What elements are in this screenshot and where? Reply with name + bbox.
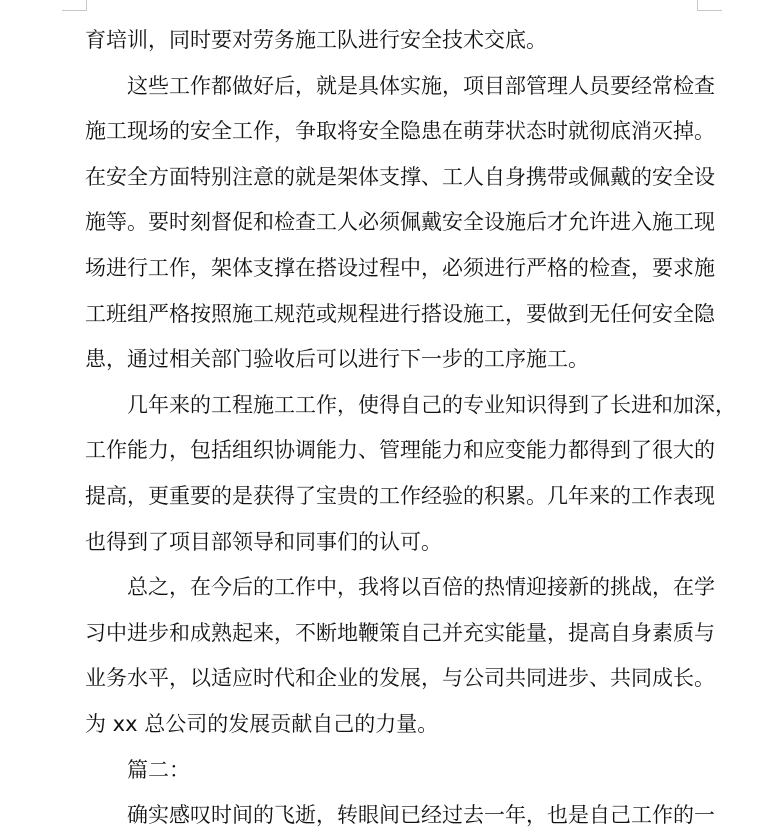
top-left-margin-mark xyxy=(62,0,87,11)
text-line-1: 育培训，同时要对劳务施工队进行安全技术交底。 xyxy=(85,28,547,52)
document-body[interactable] xyxy=(85,18,736,831)
text-line-18: 确实感叹时间的飞逝，转眼间已经过去一年，也是自己工作的一 xyxy=(127,803,715,828)
text-line-10: 工作能力，包括组织协调能力、管理能力和应变能力都得到了很大的 xyxy=(85,438,715,463)
text-line-4: 在安全方面特别注意的就是架体支撑、工人自身携带或佩戴的安全设 xyxy=(85,164,715,189)
text-line-16: 为 xx 总公司的发展贡献自己的力量。 xyxy=(85,711,439,736)
text-line-8: 患，通过相关部门验收后可以进行下一步的工序施工。 xyxy=(85,347,589,372)
text-line-3: 施工现场的安全工作，争取将安全隐患在萌芽状态时就彻底消灭掉。 xyxy=(85,119,715,144)
top-right-margin-mark xyxy=(697,0,722,11)
text-line-6: 场进行工作，架体支撑在搭设过程中，必须进行严格的检查，要求施 xyxy=(85,255,715,280)
text-line-13: 总之，在今后的工作中，我将以百倍的热情迎接新的挑战，在学 xyxy=(127,575,715,600)
text-line-2: 这些工作都做好后，就是具体实施，项目部管理人员要经常检查 xyxy=(127,73,715,98)
text-line-15: 业务水平，以适应时代和企业的发展，与公司共同进步、共同成长。 xyxy=(85,666,715,691)
text-line-11: 提高，更重要的是获得了宝贵的工作经验的积累。几年来的工作表现 xyxy=(85,483,715,508)
section-heading: 篇二： xyxy=(127,757,190,782)
text-line-5: 施等。要时刻督促和检查工人必须佩戴安全设施后才允许进入施工现 xyxy=(85,210,715,235)
text-line-9: 几年来的工程施工工作，使得自己的专业知识得到了长进和加深， xyxy=(127,392,736,417)
text-line-14: 习中进步和成熟起来，不断地鞭策自己并充实能量，提高自身素质与 xyxy=(85,620,715,645)
text-line-12: 也得到了项目部领导和同事们的认可。 xyxy=(85,529,442,554)
text-line-7: 工班组严格按照施工规范或规程进行搭设施工，要做到无任何安全隐 xyxy=(85,301,715,326)
